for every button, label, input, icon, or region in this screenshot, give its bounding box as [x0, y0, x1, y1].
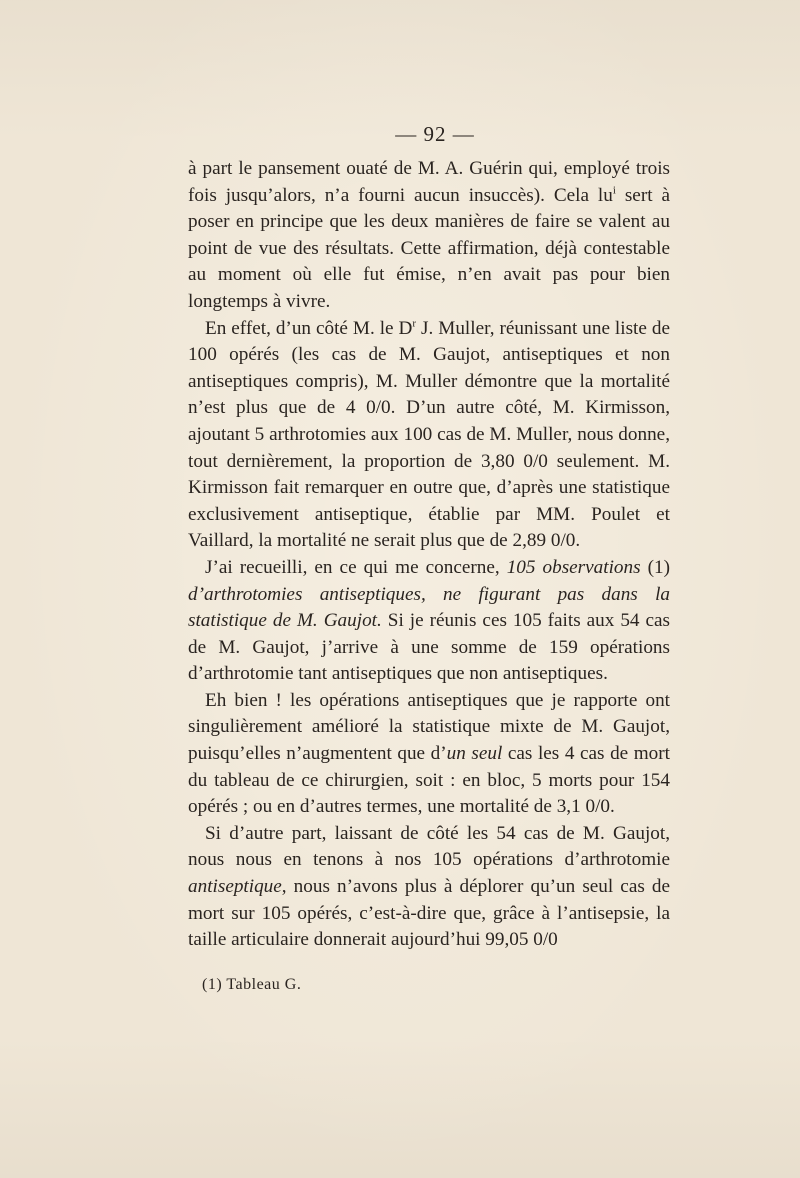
text-run: à part le pansement ouaté de M. A. Guérin qui, employé trois fois jusqu’alors, n’a fourni aucun insuccès). Cela lu — [188, 158, 670, 206]
paragraph — [188, 156, 670, 316]
text-run: Eh bien ! les opérations antiseptiques que je rapporte ont singulièrement amélioré la statistique mixte de M. Gaujot, puisqu’elles n’augmentent que d’ — [188, 689, 670, 765]
text-run: Si d’autre part, laissant de côté les 54 cas de M. Gaujot, nous nous en tenons à nos 105 opérations d’arthrotomie — [188, 822, 670, 871]
text-run: cas les 4 cas de mort du tableau de ce chirurgien, soit : en bloc, 5 morts pour 154 opérés ; ou en d’autres termes, une mortalité de 3,1 0/0. — [188, 743, 670, 818]
italic-text: d’arthrotomies antiseptiques, ne figurant pas dans la statistique de M. Gaujot. — [188, 583, 670, 632]
text-run: J’ai recueilli, en ce qui me concerne, — [205, 556, 507, 578]
text-run: En effet, d’un côté M. le D — [205, 317, 413, 339]
superscript-text: r — [412, 317, 417, 330]
text-run: (1) — [640, 556, 670, 578]
text-run: sert à poser en principe que les deux manières de faire se valent au point de vue des résultats. Cette affirmation, déjà contestable au moment où elle fut émise, n’en avait pas pour bien longtemps à vivre. — [188, 184, 670, 312]
body-text — [188, 156, 670, 954]
paragraph — [188, 821, 670, 954]
paragraph — [188, 555, 670, 688]
document-page — [188, 122, 670, 994]
text-run: Si je réunis ces 105 faits aux 54 cas de M. Gaujot, j’arrive à une somme de 159 opérations d’arthrotomie tant antiseptiques que non antiseptiques. — [188, 610, 670, 685]
italic-text: 105 observations — [506, 556, 641, 578]
footnote: (1) Tableau G. — [202, 975, 302, 993]
paragraph — [188, 316, 670, 555]
text-run: J. Muller, réunissant une liste de 100 opérés (les cas de M. Gaujot, antiseptiques et non antiseptiques compris), M. Muller démontre que la mortalité n’est plus que de 4 0/0. D’un autre côté, M. Kirmisson, ajoutant 5 arthrotomies aux 100 cas de M. Muller, nous donne, tout dernièrement, la proportion de 3,80 0/0 seulement. M. Kirmisson fait remarquer en outre que, d’après une statistique exclusivement antiseptique, établie par MM. Poulet et Vaillard, la mortalité ne serait plus que de 2,89 0/0. — [188, 317, 670, 552]
superscript-text: i — [612, 184, 616, 197]
page-number: — 92 — — [395, 122, 475, 146]
italic-text: antiseptique — [188, 876, 282, 898]
text-run: , nous n’avons plus à déplorer qu’un seul cas de mort sur 105 opérés, c’est-à-dire que, grâce à l’antisepsie, la taille articulaire donnerait aujourd’hui 99,05 0/0 — [188, 876, 670, 951]
paragraph — [188, 688, 670, 821]
italic-text: un seul — [446, 743, 503, 765]
